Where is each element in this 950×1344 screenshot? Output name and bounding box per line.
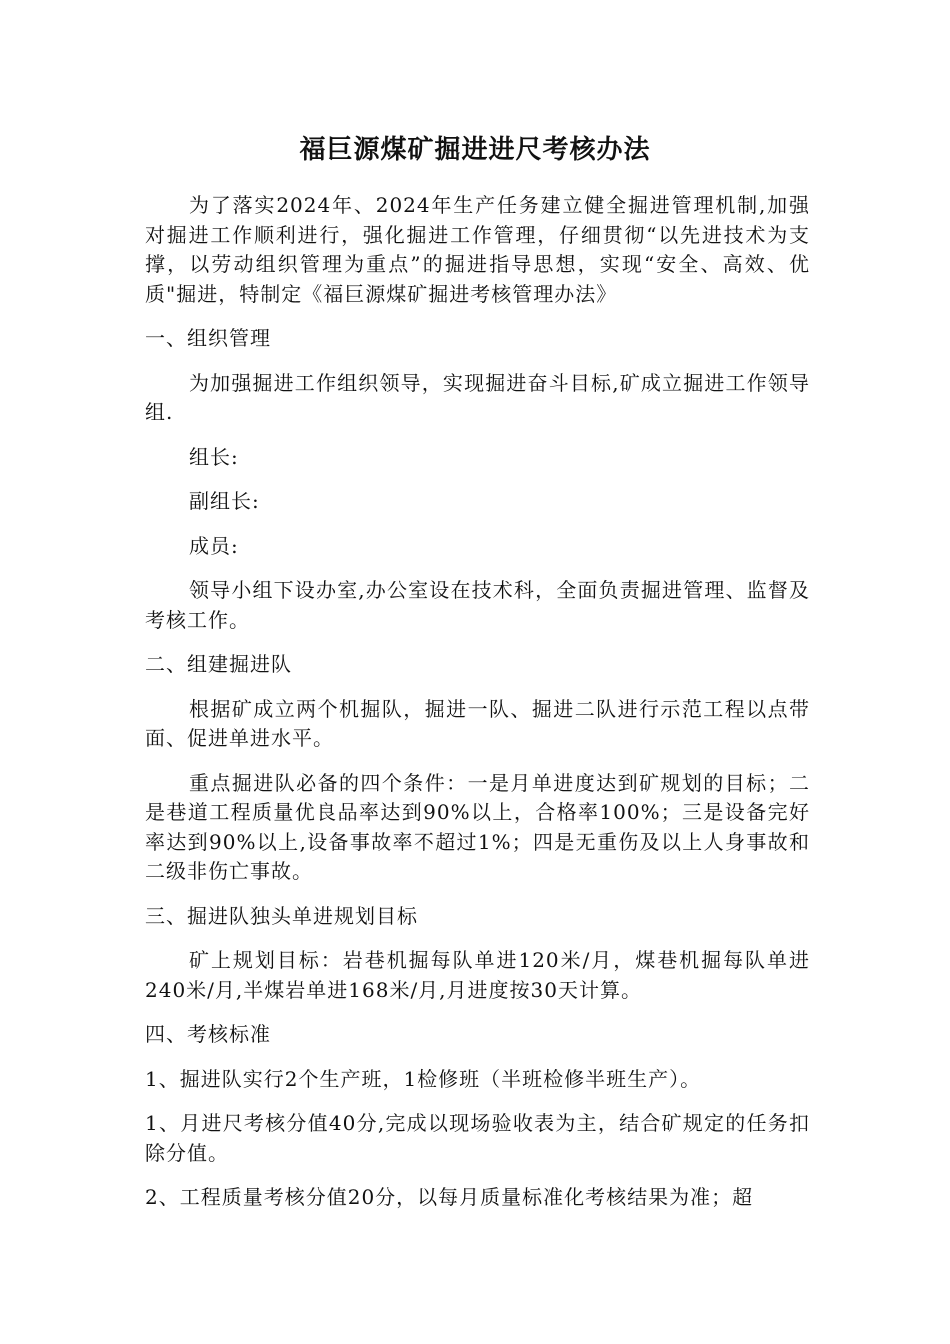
members-line: 成员: — [189, 533, 239, 558]
document-body — [145, 191, 810, 1228]
intro-paragraph: 为了落实2024年、2024年生产任务建立健全掘进管理机制,加强对掘进工作顺利进行，强化掘进工作管理，仔细贯彻“以先进技术为支撑，以劳动组织管理为重点”的掘进指导思想，实现“安全、高效、优质"掘进，特制定《福巨源煤矿掘进考核管理办法》 — [145, 193, 810, 306]
section-heading-organization: 一、组织管理 — [145, 326, 271, 350]
section-heading-targets: 三、掘进队独头单进规划目标 — [145, 903, 418, 928]
targets-paragraph: 矿上规划目标：岩巷机掘每队单进120米/月，煤巷机掘每队单进240米/月,半煤岩单进168米/月,月进度按30天计算。 — [145, 948, 810, 1002]
office-paragraph: 领导小组下设办室,办公室设在技术科，全面负责掘进管理、监督及考核工作。 — [145, 578, 810, 632]
leader-line: 组长: — [189, 444, 239, 469]
deputy-leader-line: 副组长: — [189, 489, 260, 513]
conditions-paragraph: 重点掘进队必备的四个条件：一是月单进度达到矿规划的目标；二是巷道工程质量优良品率达到90%以上，合格率100%；三是设备完好率达到90%以上,设备事故率不超过1%；四是无重伤及以上人身事故和二级非伤亡事故。 — [145, 770, 810, 883]
standard-item: 2、工程质量考核分值20分，以每月质量标准化考核结果为准；超 — [145, 1185, 754, 1209]
standard-item: 1、月进尺考核分值40分,完成以现场验收表为主，结合矿规定的任务扣除分值。 — [145, 1111, 810, 1165]
teams-paragraph: 根据矿成立两个机掘队，掘进一队、掘进二队进行示范工程以点带面、促进单进水平。 — [145, 696, 810, 750]
section-heading-standards: 四、考核标准 — [145, 1022, 271, 1046]
standard-item: 1、掘进队实行2个生产班，1检修班（半班检修半班生产）。 — [145, 1066, 702, 1091]
section-heading-teams: 二、组建掘进队 — [145, 652, 292, 676]
document-title: 福巨源煤矿掘进进尺考核办法 — [299, 135, 651, 165]
organization-paragraph: 为加强掘进工作组织领导，实现掘进奋斗目标,矿成立掘进工作领导组. — [145, 370, 810, 424]
